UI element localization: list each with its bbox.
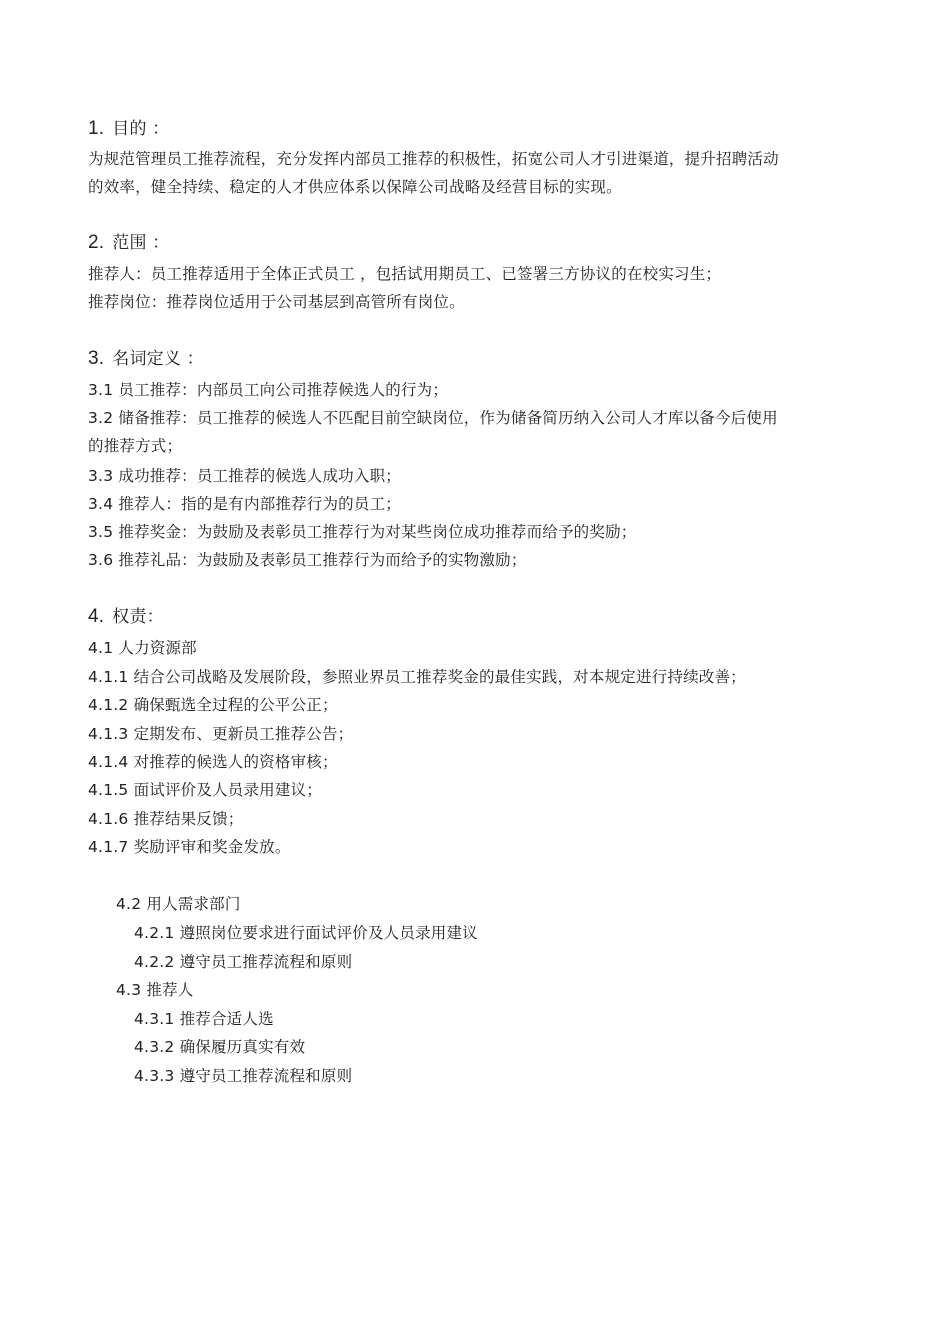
- subsection-4-3-item: 4.3.3 遵守员工推荐流程和原则: [134, 1067, 353, 1085]
- section-2-line: 推荐岗位：推荐岗位适用于公司基层到高管所有岗位。: [88, 293, 465, 311]
- section-4-number: 4.: [88, 606, 105, 627]
- section-1-paragraph-line: 为规范管理员工推荐流程，充分发挥内部员工推荐的积极性，拓宽公司人才引进渠道，提升招聘活动: [88, 150, 779, 168]
- definition-item: 3.6 推荐礼品：为鼓励及表彰员工推荐行为而给予的实物激励；: [88, 551, 527, 569]
- section-3-title: 名词定义 ：: [112, 349, 204, 369]
- section-4-heading: [88, 606, 164, 628]
- definition-item: 3.5 推荐奖金：为鼓励及表彰员工推荐行为对某些岗位成功推荐而给予的奖励；: [88, 523, 637, 541]
- section-2-line: 推荐人：员工推荐适用于全体正式员工 ，包括试用期员工、已签署三方协议的在校实习生；: [88, 265, 722, 283]
- responsibility-item: 4.1.3 定期发布、更新员工推荐公告；: [88, 725, 354, 743]
- responsibility-item: 4.1.7 奖励评审和奖金发放。: [88, 838, 291, 856]
- section-2-title: 范围 ：: [112, 233, 170, 253]
- definition-item: 3.1 员工推荐：内部员工向公司推荐候选人的行为；: [88, 381, 449, 399]
- definition-item: 的推荐方式；: [88, 437, 183, 455]
- definition-item: 3.3 成功推荐：员工推荐的候选人成功入职；: [88, 467, 401, 485]
- responsibility-item: 4.1 人力资源部: [88, 639, 197, 657]
- responsibility-item: 4.1.6 推荐结果反馈；: [88, 810, 244, 828]
- subsection-4-2-item: 4.2.2 遵守员工推荐流程和原则: [134, 953, 353, 971]
- section-2-heading: [88, 232, 169, 254]
- subsection-4-3-title: 4.3 推荐人: [116, 981, 194, 999]
- section-1-number: 1.: [88, 118, 105, 139]
- section-1-heading: [88, 118, 169, 140]
- section-3-number: 3.: [88, 348, 105, 369]
- responsibility-item: 4.1.4 对推荐的候选人的资格审核；: [88, 753, 338, 771]
- section-1-paragraph-line: 的效率，健全持续、稳定的人才供应体系以保障公司战略及经营目标的实现。: [88, 178, 622, 196]
- responsibility-item: 4.1.1 结合公司战略及发展阶段，参照业界员工推荐奖金的最佳实践，对本规定进行持续改善；: [88, 668, 746, 686]
- section-4-title: 权责：: [112, 607, 164, 627]
- subsection-4-2-item: 4.2.1 遵照岗位要求进行面试评价及人员录用建议: [134, 924, 478, 942]
- section-2-number: 2.: [88, 232, 105, 253]
- responsibility-item: 4.1.2 确保甄选全过程的公平公正；: [88, 696, 338, 714]
- subsection-4-3-item: 4.3.2 确保履历真实有效: [134, 1038, 306, 1056]
- section-1-title: 目的 ：: [112, 119, 170, 139]
- responsibility-item: 4.1.5 面试评价及人员录用建议；: [88, 781, 322, 799]
- section-3-heading: [88, 348, 204, 370]
- subsection-4-2-title: 4.2 用人需求部门: [116, 895, 241, 913]
- subsection-4-3-item: 4.3.1 推荐合适人选: [134, 1010, 274, 1028]
- definition-item: 3.4 推荐人：指的是有内部推荐行为的员工；: [88, 495, 401, 513]
- definition-item: 3.2 储备推荐：员工推荐的候选人不匹配目前空缺岗位，作为储备简历纳入公司人才库以备今后使用: [88, 409, 778, 427]
